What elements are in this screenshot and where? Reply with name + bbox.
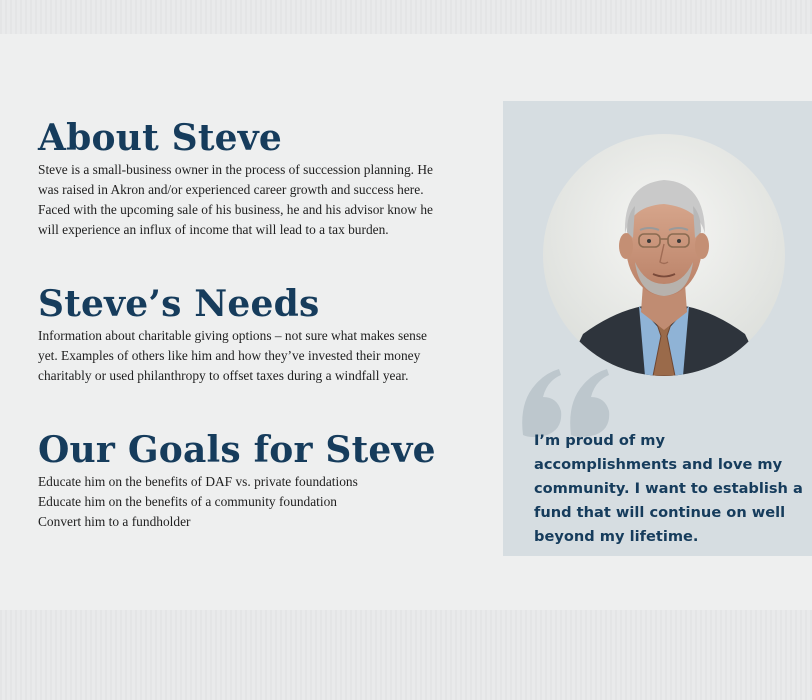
goals-list (38, 472, 436, 532)
testimonial-panel (503, 101, 812, 556)
portrait-photo (543, 134, 785, 376)
goal-item: Educate him on the benefits of DAF vs. private foundations (38, 474, 358, 489)
about-body: Steve is a small-business owner in the process of succession planning. He was raised in Akron and/or experienced career growth and success here. Faced with the upcoming sale of his business, he and his advisor know he will experience an influx of income that will lead to a tax burden. (38, 162, 433, 237)
goals-heading: Our Goals for Steve (38, 429, 436, 471)
about-section (38, 116, 438, 240)
needs-body: Information about charitable giving options – not sure what makes sense yet. Examples of others like him and how they’ve invested their money charitably or used philanthropy to offset taxes during a windfall year. (38, 328, 427, 383)
needs-heading: Steve’s Needs (38, 283, 320, 325)
goals-section (38, 428, 436, 532)
about-heading: About Steve (38, 117, 283, 159)
needs-section (38, 282, 438, 386)
goal-item: Educate him on the benefits of a community foundation (38, 494, 337, 509)
goal-item: Convert him to a fundholder (38, 514, 191, 529)
testimonial-quote: I’m proud of my accomplishments and love my community. I want to establish a fund that will continue on well beyond my lifetime. (534, 432, 803, 545)
top-texture-band (0, 0, 812, 34)
bottom-texture-band (0, 610, 812, 700)
